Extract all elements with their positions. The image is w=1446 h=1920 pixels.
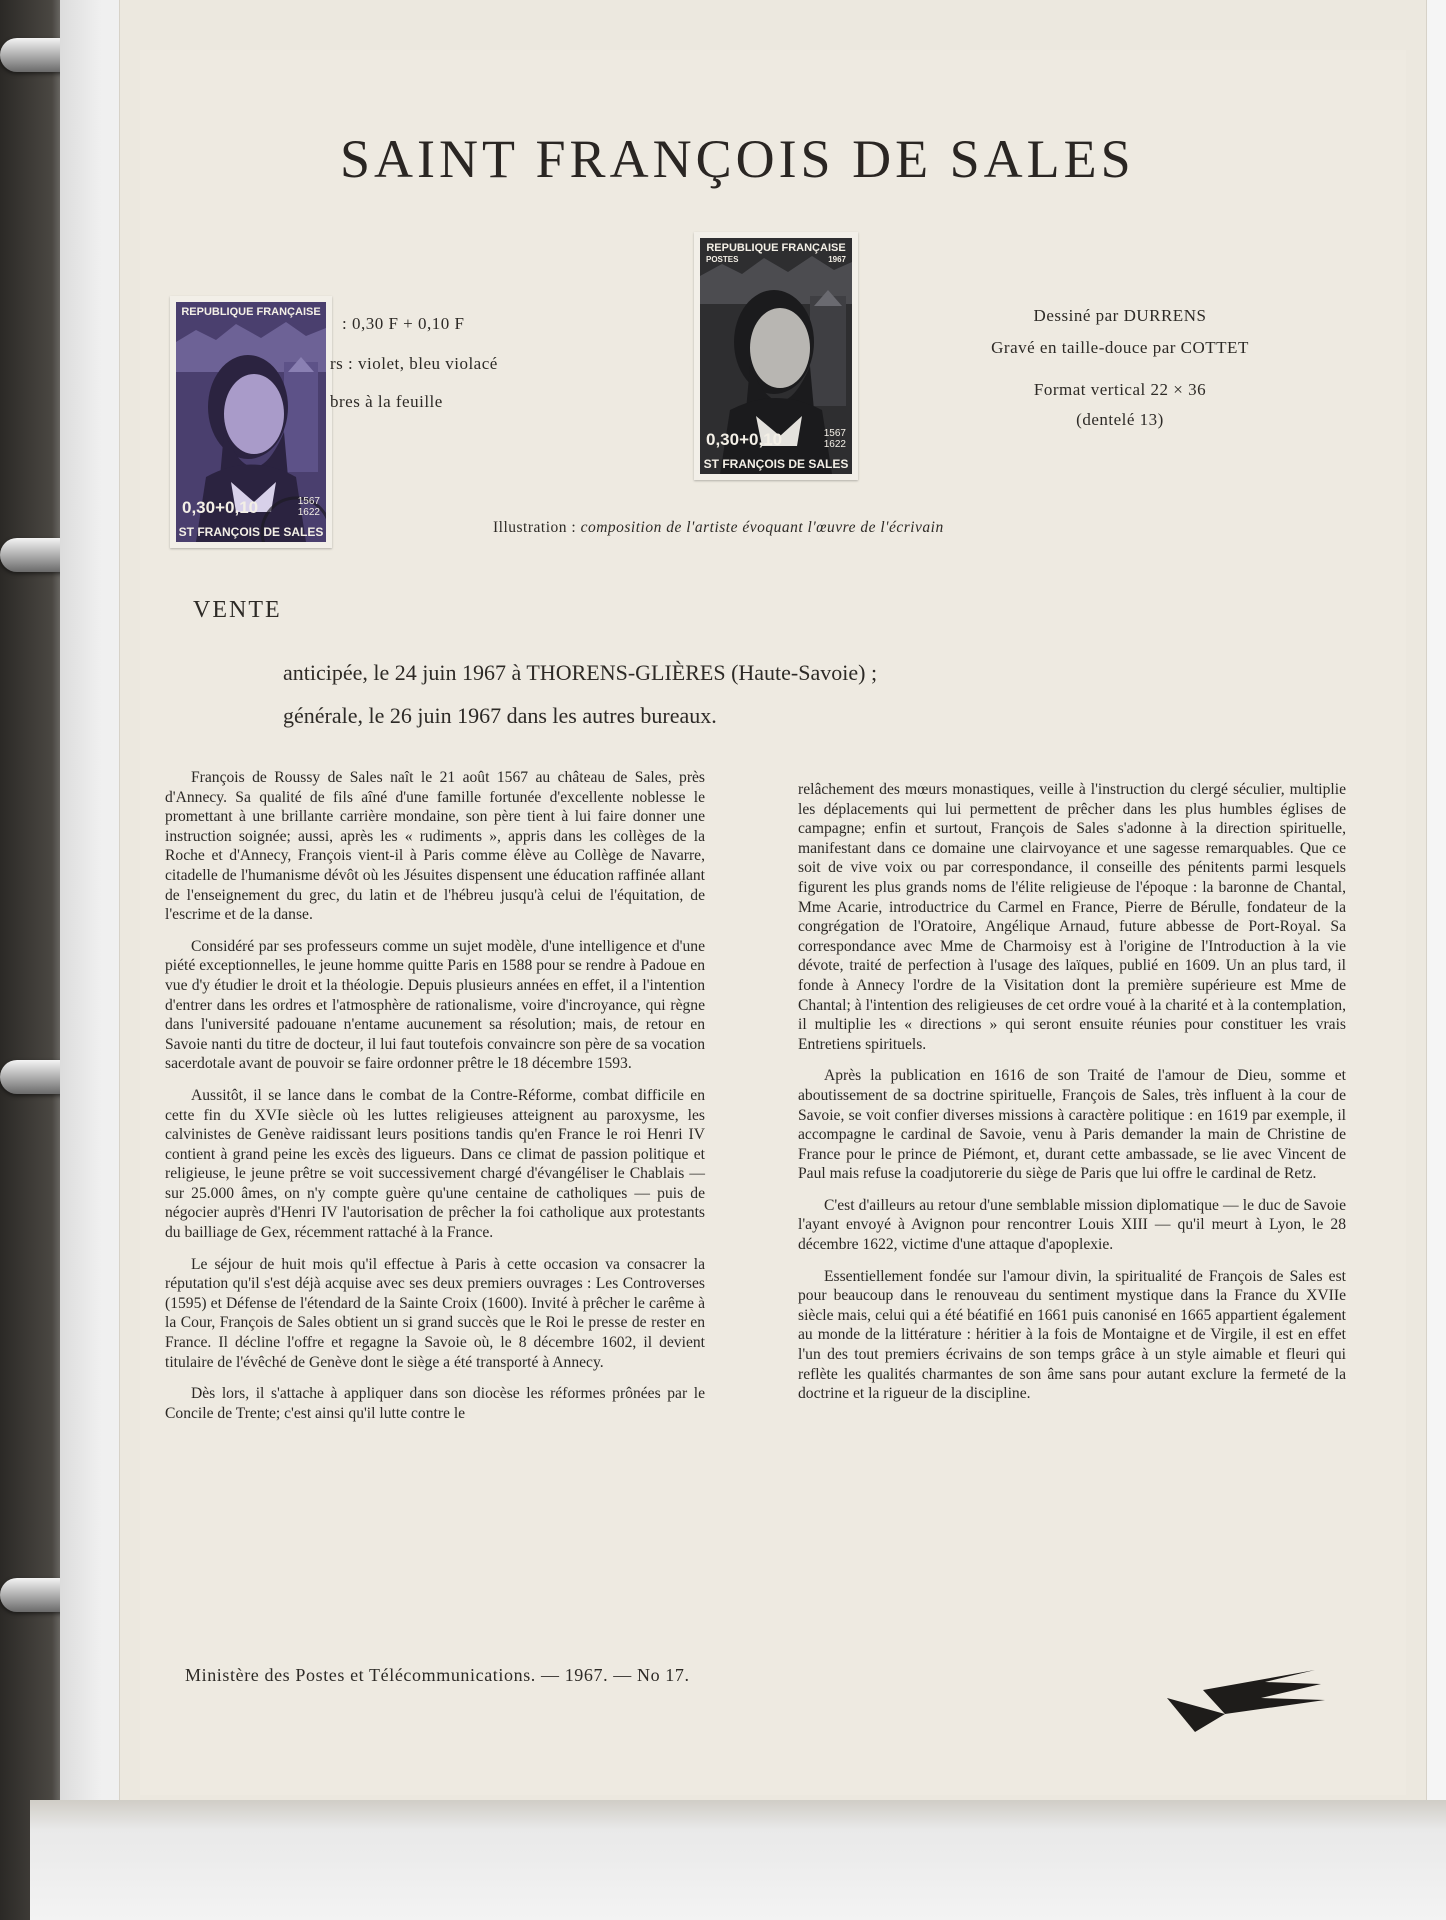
illustration-label: Illustration :	[493, 519, 577, 536]
paragraph: Après la publication en 1616 de son Traité de l'amour de Dieu, somme et aboutissement de sa doctrine spirituelle, François de Sales, très influent à la cour de Savoie, se voit confier diverses missions à caractère politique : en 1619 par exemple, il accompagne le cardinal de Savoie, venu à Paris demander la main de Christine de France pour le prince de Piémont, et, durant cette ambassade, se lie avec Vincent de Paul mais refuse la coadjutorerie du siège de Paris que lui offre le cardinal de Retz.	[798, 1067, 1346, 1183]
stamp-years	[298, 496, 320, 518]
format-spec: Format vertical 22 × 36	[1033, 380, 1207, 399]
stamp-birth-year: 1567	[823, 428, 846, 439]
stamp-value: 0,30+0,10	[182, 498, 259, 517]
stamp-name: ST FRANÇOIS DE SALES	[703, 457, 849, 471]
engraver-credit: Gravé en taille-douce par COTTET	[991, 338, 1249, 357]
stamp-value: 0,30+0,10	[706, 430, 783, 449]
cancelled-stamp	[170, 296, 332, 548]
paragraph: Le séjour de huit mois qu'il effectue à Paris à cette occasion va consacrer la réputation qu'il s'est déjà acquise avec ses deux premiers ouvrages : Les Controverses (1595) et Défense de l'étendard de la Sainte Croix (1600). Invité à prêcher le carême à la Cour, François de Sales obtient un si grand succès que le Roi le presse de rester en France. Il décline l'offre et regagne la Savoie où, le 8 décembre 1602, il devient titulaire de l'évêché de Genève dont le siège a été transporté à Annecy.	[165, 1255, 705, 1371]
stamp-years	[824, 428, 846, 450]
stamp-country: REPUBLIQUE FRANÇAISE	[181, 306, 321, 318]
paragraph: Essentiellement fondée sur l'amour divin, la spiritualité de François de Sales est pour beaucoup dans le renouveau du sentiment mystique dans la France du XVIIe siècle mais, celui qui a été béatifié en 1661 puis canonisé en 1665 appartient également au monde de la littérature : héritier à la fois de Montaigne et de Virgile, il est en effet l'un des tout premiers écrivains de son temps grâce à un style aimable et fleuri qui reflète les qualités charmantes de son âme sans pour autant exclure la fermeté de la doctrine et la rigueur de la discipline.	[798, 1267, 1346, 1403]
sleeve-bottom-edge	[30, 1800, 1446, 1920]
body-column-right	[798, 780, 1346, 1416]
illustration-caption	[493, 519, 944, 537]
publisher-footer: Ministère des Postes et Télécommunications. — 1967. — No 17.	[185, 1665, 690, 1685]
paragraph: C'est d'ailleurs au retour d'une semblable mission diplomatique — le duc de Savoie l'ayant envoyé à Avignon pour rencontrer Louis XIII — qu'il meurt à Lyon, le 28 décembre 1622, victime d'une attaque d'apoplexie.	[798, 1196, 1346, 1254]
paragraph: Aussitôt, il se lance dans le combat de la Contre-Réforme, combat difficile en cette fin du XVIe siècle où les luttes religieuses atteignent au paroxysme, les calvinistes de Genève raidissant leurs positions tandis qu'en France le roi Henri IV contient à grand peine les excès des ligueurs. Dans ce climat de passion politique et religieuse, le jeune prêtre se voit successivement chargé d'évangéliser le Chablais — sur 25.000 âmes, on n'y compte guère qu'une centaine de catholiques — puis de négocier auprès d'Henri IV l'autorisation de prêcher la foi catholique aux protestants du bailliage de Gex, récemment rattaché à la France.	[165, 1086, 705, 1242]
proof-stamp	[694, 232, 858, 480]
designer-credit: Dessiné par DURRENS	[1033, 306, 1207, 325]
page-title: SAINT FRANÇOIS DE SALES	[340, 129, 1135, 189]
stamp-country: REPUBLIQUE FRANÇAISE	[706, 242, 846, 254]
la-poste-logo-icon	[1165, 1668, 1325, 1734]
illustration-text: composition de l'artiste évoquant l'œuvre de l'écrivain	[580, 519, 944, 536]
sale-heading: VENTE	[193, 597, 282, 623]
stamp-death-year: 1622	[297, 507, 320, 518]
sale-general-date: générale, le 26 juin 1967 dans les autres bureaux.	[283, 703, 717, 728]
sale-early-date: anticipée, le 24 juin 1967 à THORENS-GLIÈRES (Haute-Savoie) ;	[283, 660, 878, 685]
paragraph: Considéré par ses professeurs comme un sujet modèle, d'une intelligence et d'une piété exceptionnelles, le jeune homme quitte Paris en 1588 pour se rendre à Padoue en vue d'y étudier le droit et la théologie. Depuis plusieurs années en effet, il a l'intention d'entrer dans les ordres et l'atmosphère de rationalisme, voire d'incroyance, qui règne dans l'université padouane n'entame aucunement sa résolution; mais, de retour en Savoie nanti du titre de docteur, il lui faut toutefois convaincre son père de sa vocation sacerdotale avant de pouvoir se faire ordonner prêtre le 18 décembre 1593.	[165, 937, 705, 1073]
stamp-birth-year: 1567	[297, 496, 320, 507]
stamp-value-spec: : 0,30 F + 0,10 F	[342, 314, 465, 333]
stamp-sheet-spec: bres à la feuille	[330, 392, 443, 411]
stamp-death-year: 1622	[823, 439, 846, 450]
stamp-name: ST FRANÇOIS DE SALES	[178, 525, 324, 539]
body-column-left	[165, 768, 705, 1435]
paragraph: Dès lors, il s'attache à appliquer dans son diocèse les réformes prônées par le Concile de Trente; c'est ainsi qu'il lutte contre le	[165, 1385, 705, 1422]
paragraph: François de Roussy de Sales naît le 21 août 1567 au château de Sales, près d'Annecy. Sa qualité de fils aîné d'une famille fortunée d'excellente noblesse le promettant à une brillante carrière mondaine, son père tient à lui faire donner une instruction soignée; aussi, après les « rudiments », appris dans les collèges de la Roche et d'Annecy, François vient-il à Paris comme élève au Collège de Navarre, citadelle de l'humanisme dévôt où les Jésuites dispensent une éducation raffinée allant de l'enseignement du grec, du latin et de l'hébreu jusqu'à celui de l'équitation, de l'escrime et de la danse.	[165, 769, 705, 924]
stamp-postes: POSTES	[706, 255, 739, 264]
paragraph: relâchement des mœurs monastiques, veille à l'instruction du clergé séculier, multiplie les déplacements qui lui permettent de prêcher dans les plus humbles églises de campagne; enfin et surtout, François de Sales s'adonne à la direction spirituelle, manifestant dans ce domaine une clairvoyance et une sagesse remarquables. Que ce soit de vive voix ou par correspondance, il conseille des pénitents parmi lesquels figurent les plus grands noms de l'élite religieuse de l'époque : la baronne de Chantal, Mme Acarie, introductrice du Carmel en France, Pierre de Bérulle, fondateur de la congrégation de l'Oratoire, Angélique Arnaud, future abbesse de Port-Royal. Sa correspondance avec Mme de Charmoisy est à l'origine de l'Introduction à la vie dévote, traité de perfection à l'usage des laïques, publié en 1609. Un an plus tard, il fonde à Annecy l'ordre de la Visitation dont la première supérieure est Mme de Chantal; à l'intention des religieuses de cet ordre voué à la charité et à la contemplation, il multiplie les « directions » qui seront ensuite réunies pour constituer les vrais Entretiens spirituels.	[798, 781, 1346, 1053]
perforation-spec: (dentelé 13)	[1076, 410, 1164, 429]
stamp-issue-year: 1967	[828, 255, 846, 264]
stamp-colors-spec: rs : violet, bleu violacé	[330, 354, 498, 373]
